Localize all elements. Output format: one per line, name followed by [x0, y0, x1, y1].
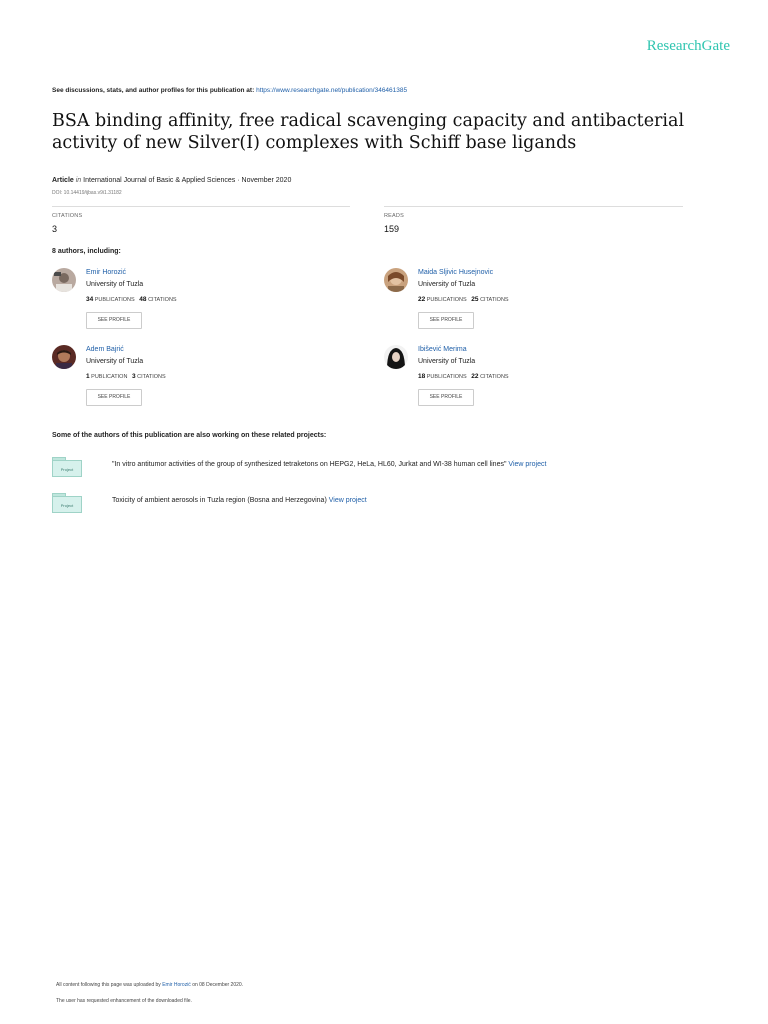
citations-label: CITATIONS	[52, 213, 83, 219]
see-profile-button[interactable]: SEE PROFILE	[418, 312, 474, 329]
project-text	[112, 497, 367, 504]
researchgate-logo[interactable]: ResearchGate	[646, 38, 730, 54]
uploader-link[interactable]: Emir Horozić	[162, 982, 191, 988]
publication-title: BSA binding affinity, free radical scavenging capacity and antibacterial activity of new Silver(I) complexes with Schiff base ligands	[52, 111, 685, 153]
project-text	[112, 461, 546, 468]
citations-label: CITATIONS	[148, 297, 177, 303]
project-folder-icon	[52, 457, 82, 477]
project-item	[52, 457, 712, 483]
author-stats	[86, 296, 177, 303]
publication-url-link[interactable]: https://www.researchgate.net/publication/346461385	[256, 87, 408, 94]
citations-count: 3	[132, 373, 136, 380]
article-meta	[52, 177, 291, 184]
project-item	[52, 493, 712, 519]
citations-value: 3	[52, 224, 58, 234]
article-type: Article	[52, 177, 74, 184]
author-institution: University of Tuzla	[86, 281, 144, 288]
see-profile-button[interactable]: SEE PROFILE	[86, 312, 142, 329]
project-icon-label: Project	[52, 496, 82, 513]
view-project-link[interactable]: View project	[508, 461, 547, 468]
author-institution: University of Tuzla	[418, 358, 476, 365]
author-institution: University of Tuzla	[86, 358, 144, 365]
reads-label: READS	[384, 213, 404, 219]
divider-reads	[384, 206, 683, 207]
see-discussions-text: See discussions, stats, and author profiles for this publication at:	[52, 87, 255, 94]
author-name[interactable]: Maida Sljivic Husejnovic	[418, 269, 494, 276]
author-stats	[418, 373, 509, 380]
see-discussions-line	[52, 87, 407, 94]
citations-label: CITATIONS	[480, 297, 509, 303]
divider-citations	[52, 206, 350, 207]
see-profile-button[interactable]: SEE PROFILE	[86, 389, 142, 406]
project-title: Toxicity of ambient aerosols in Tuzla region (Bosna and Herzegovina)	[112, 497, 327, 504]
authors-heading: 8 authors, including:	[52, 248, 121, 255]
view-project-link[interactable]: View project	[328, 497, 367, 504]
project-folder-icon	[52, 493, 82, 513]
avatar[interactable]	[52, 268, 76, 292]
avatar[interactable]	[52, 345, 76, 369]
upload-suffix: on 08 December 2020.	[192, 982, 244, 988]
author-institution: University of Tuzla	[418, 281, 476, 288]
publications-count: 1	[86, 373, 90, 380]
publications-label: PUBLICATIONS	[426, 297, 467, 303]
citations-label: CITATIONS	[480, 374, 509, 380]
author-stats	[86, 373, 166, 380]
publications-count: 22	[418, 296, 426, 303]
author-card	[384, 268, 674, 338]
citations-label: CITATIONS	[137, 374, 166, 380]
publications-count: 18	[418, 373, 426, 380]
publications-count: 34	[86, 296, 94, 303]
upload-note	[56, 982, 243, 988]
projects-heading: Some of the authors of this publication are also working on these related projects:	[52, 432, 327, 439]
article-in: in	[75, 177, 82, 184]
see-profile-button[interactable]: SEE PROFILE	[418, 389, 474, 406]
author-name[interactable]: Emir Horozić	[86, 269, 127, 276]
reads-value: 159	[384, 224, 400, 234]
publications-label: PUBLICATIONS	[94, 297, 135, 303]
upload-prefix: All content following this page was uploaded by	[56, 982, 161, 988]
citations-count: 25	[471, 296, 479, 303]
project-title: "In vitro antitumor activities of the group of synthesized tetraketons on HEPG2, HeLa, HL60, Jurkat and WI-38 human cell lines"	[112, 461, 507, 468]
publications-label: PUBLICATION	[91, 374, 128, 380]
avatar[interactable]	[384, 345, 408, 369]
publications-label: PUBLICATIONS	[426, 374, 467, 380]
avatar[interactable]	[384, 268, 408, 292]
author-card	[52, 345, 342, 415]
journal-date[interactable]: International Journal of Basic & Applied Sciences · November 2020	[83, 177, 292, 184]
citations-count: 48	[139, 296, 147, 303]
doi[interactable]: DOI: 10.14419/ijbas.v9i1.31182	[52, 190, 122, 196]
author-card	[52, 268, 342, 338]
citations-count: 22	[471, 373, 479, 380]
project-icon-label: Project	[52, 460, 82, 477]
author-stats	[418, 296, 509, 303]
author-name[interactable]: Ibišević Merima	[418, 346, 467, 353]
author-name[interactable]: Adem Bajrić	[86, 346, 124, 353]
enhancement-note: The user has requested enhancement of the downloaded file.	[56, 998, 192, 1004]
author-card	[384, 345, 674, 415]
